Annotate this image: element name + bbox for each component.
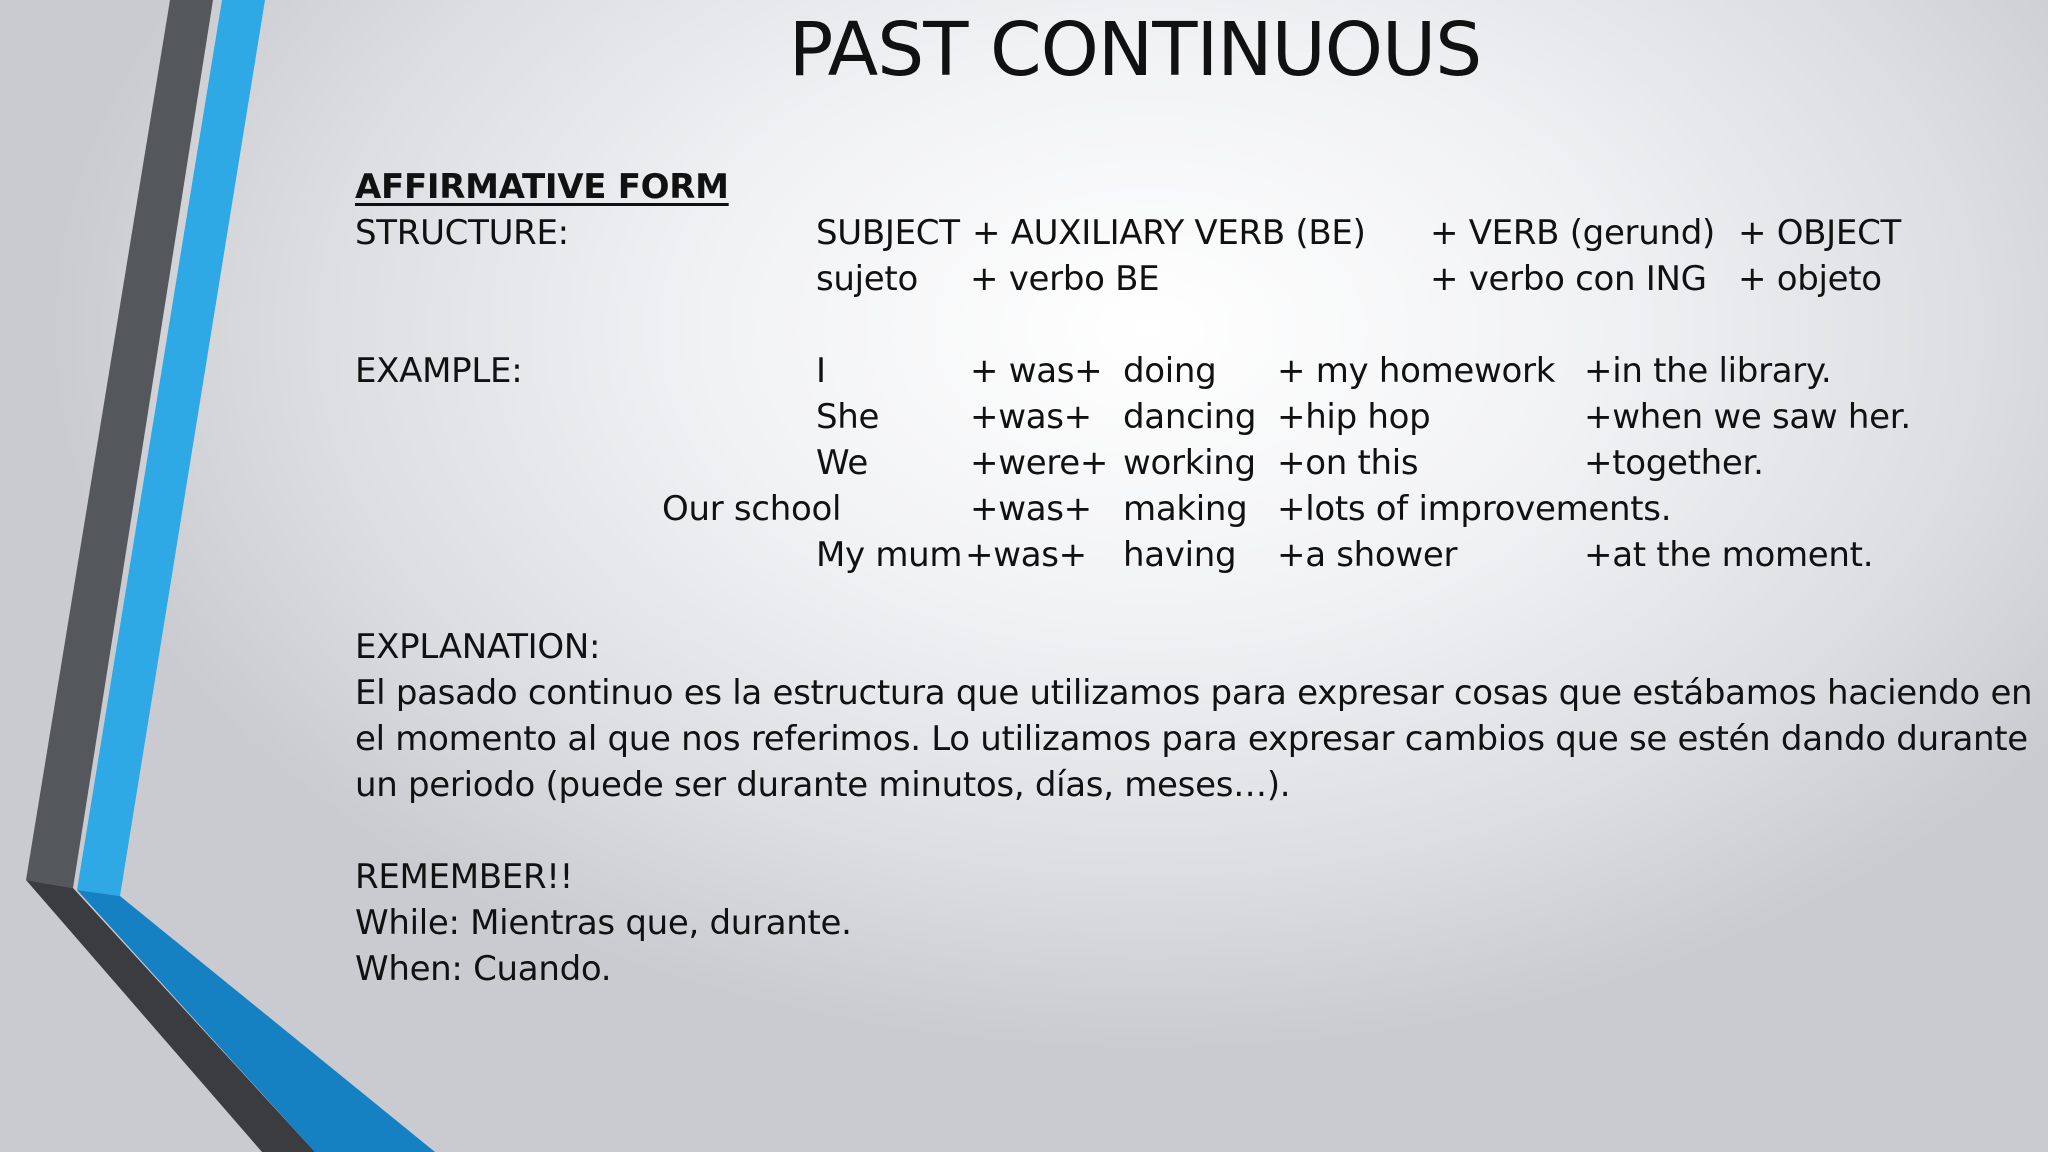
gray-stripe-lower (26, 880, 315, 1152)
example-complement: +when we saw her. (1584, 397, 1911, 437)
example-auxiliary: + was+ (970, 351, 1103, 391)
example-subject: My mum (816, 535, 963, 575)
example-verb: making (1123, 489, 1248, 529)
example-complement: +together. (1584, 443, 1764, 483)
example-object: +lots of improvements. (1277, 489, 1672, 529)
translation-subject: sujeto (816, 259, 918, 299)
example-subject: Our school (662, 489, 842, 529)
example-verb: working (1123, 443, 1256, 483)
example-complement: +at the moment. (1584, 535, 1874, 575)
example-subject: We (816, 443, 868, 483)
example-auxiliary: +was+ (970, 397, 1092, 437)
example-object: +a shower (1277, 535, 1458, 575)
example-auxiliary: +was+ (970, 489, 1092, 529)
explanation-line: el momento al que nos referimos. Lo utilizamos para expresar cambios que se estén dando durante (355, 719, 2028, 759)
example-auxiliary: +was+ (965, 535, 1087, 575)
remember-line: While: Mientras que, durante. (355, 903, 852, 943)
example-auxiliary: +were+ (970, 443, 1109, 483)
explanation-line: El pasado continuo es la estructura que utilizamos para expresar cosas que estábamos haciendo en (355, 673, 2033, 713)
structure-subject: SUBJECT (816, 213, 960, 253)
structure-label: STRUCTURE: (355, 213, 569, 253)
example-verb: doing (1123, 351, 1217, 391)
explanation-line: un periodo (puede ser durante minutos, días, meses…). (355, 765, 1291, 805)
remember-line: When: Cuando. (355, 949, 612, 989)
example-verb: dancing (1123, 397, 1257, 437)
example-object: +hip hop (1277, 397, 1431, 437)
affirmative-heading: AFFIRMATIVE FORM (355, 167, 729, 207)
example-object: + my homework (1277, 351, 1556, 391)
translation-verb: + verbo con ING (1430, 259, 1707, 299)
example-verb: having (1123, 535, 1237, 575)
example-object: +on this (1277, 443, 1419, 483)
structure-object: + OBJECT (1738, 213, 1902, 253)
slide-title: PAST CONTINUOUS (788, 7, 1482, 93)
structure-verb: + VERB (gerund) (1430, 213, 1715, 253)
translation-auxiliary: + verbo BE (970, 259, 1160, 299)
remember-label: REMEMBER!! (355, 857, 573, 897)
example-complement: +in the library. (1584, 351, 1832, 391)
example-label: EXAMPLE: (355, 351, 523, 391)
explanation-label: EXPLANATION: (355, 627, 601, 667)
translation-object: + objeto (1738, 259, 1882, 299)
example-subject: She (816, 397, 880, 437)
example-subject: I (816, 351, 826, 391)
structure-auxiliary: + AUXILIARY VERB (BE) (972, 213, 1366, 253)
